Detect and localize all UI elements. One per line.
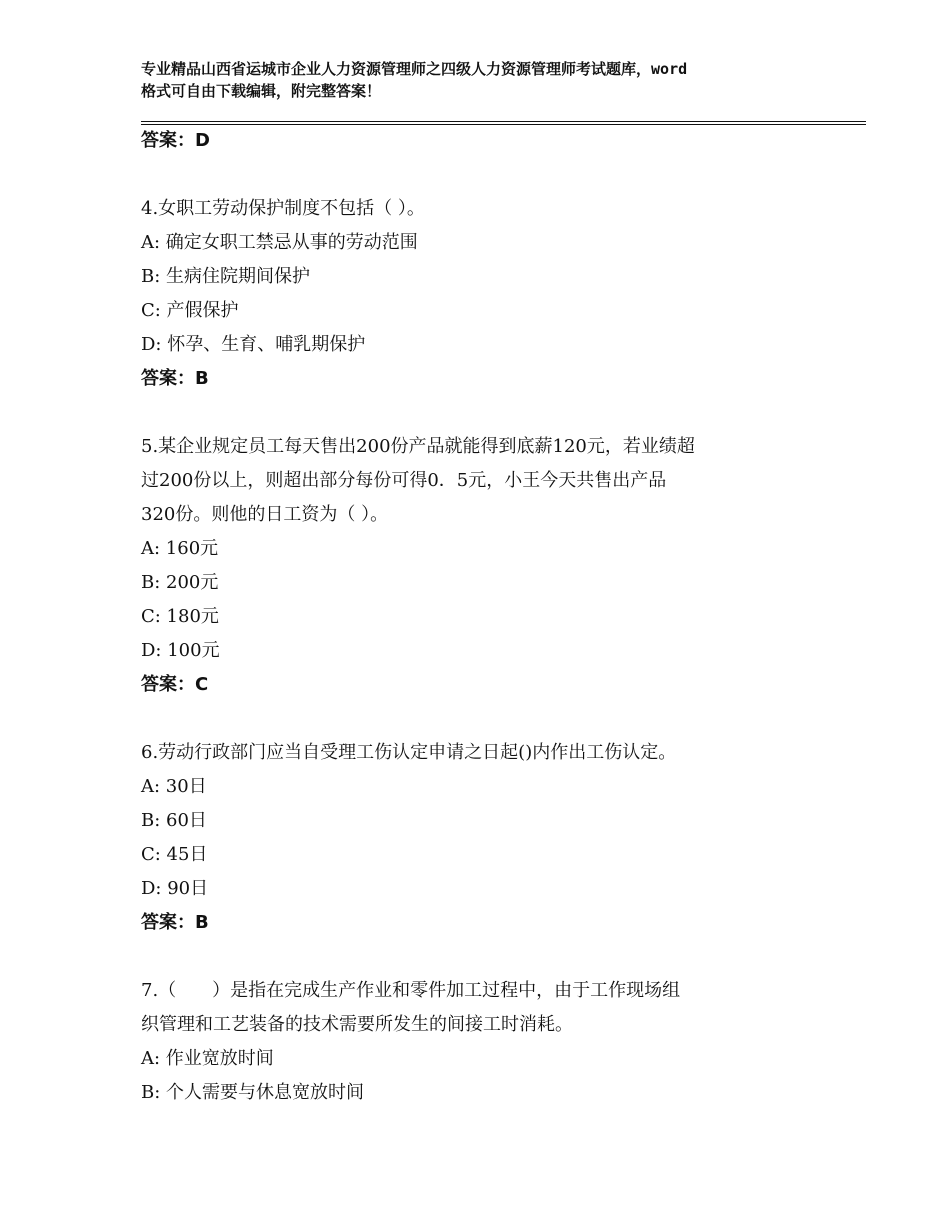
answer-q4: 答案：B [141, 368, 209, 389]
question-5-option-d: D: 100元 [141, 640, 220, 661]
question-4-text: 4.女职工劳动保护制度不包括（ ）。 [141, 198, 425, 219]
header-line-2: 格式可自由下载编辑，附完整答案！ [141, 82, 382, 100]
answer-q5: 答案：C [141, 674, 209, 695]
question-5-option-b: B: 200元 [141, 572, 219, 593]
question-6 [141, 736, 841, 940]
answer-q6: 答案：B [141, 912, 209, 933]
question-7-option-b: B: 个人需要与休息宽放时间 [141, 1082, 365, 1103]
question-4 [141, 192, 841, 396]
question-5 [141, 430, 841, 702]
question-7 [141, 974, 841, 1110]
question-5-option-a: A: 160元 [141, 538, 219, 559]
question-4-option-c: C: 产假保护 [141, 300, 239, 321]
header-line-1: 专业精品山西省运城市企业人力资源管理师之四级人力资源管理师考试题库，word [141, 60, 688, 78]
question-6-option-d: D: 90日 [141, 878, 209, 899]
question-6-option-a: A: 30日 [141, 776, 207, 797]
question-7-text: 7.（ ）是指在完成生产作业和零件加工过程中，由于工作现场组 织管理和工艺装备的技术需要所发生的间接工时消耗。 [141, 980, 681, 1035]
question-5-option-c: C: 180元 [141, 606, 219, 627]
header-rule-top [141, 121, 866, 122]
question-4-option-b: B: 生病住院期间保护 [141, 266, 311, 287]
question-4-option-d: D: 怀孕、生育、哺乳期保护 [141, 334, 366, 355]
question-7-option-a: A: 作业宽放时间 [141, 1048, 274, 1069]
question-6-option-b: B: 60日 [141, 810, 207, 831]
document-header [141, 58, 841, 102]
question-6-text: 6.劳动行政部门应当自受理工伤认定申请之日起()内作出工伤认定。 [141, 742, 677, 763]
answer-q3: 答案：D [141, 130, 210, 151]
document-body [141, 124, 841, 1110]
question-4-option-a: A: 确定女职工禁忌从事的劳动范围 [141, 232, 418, 253]
question-6-option-c: C: 45日 [141, 844, 208, 865]
question-5-text: 5.某企业规定员工每天售出200份产品就能得到底薪120元，若业绩超 过200份以上，则超出部分每份可得0．5元，小王今天共售出产品 320份。则他的日工资为（ ）。 [141, 436, 695, 525]
